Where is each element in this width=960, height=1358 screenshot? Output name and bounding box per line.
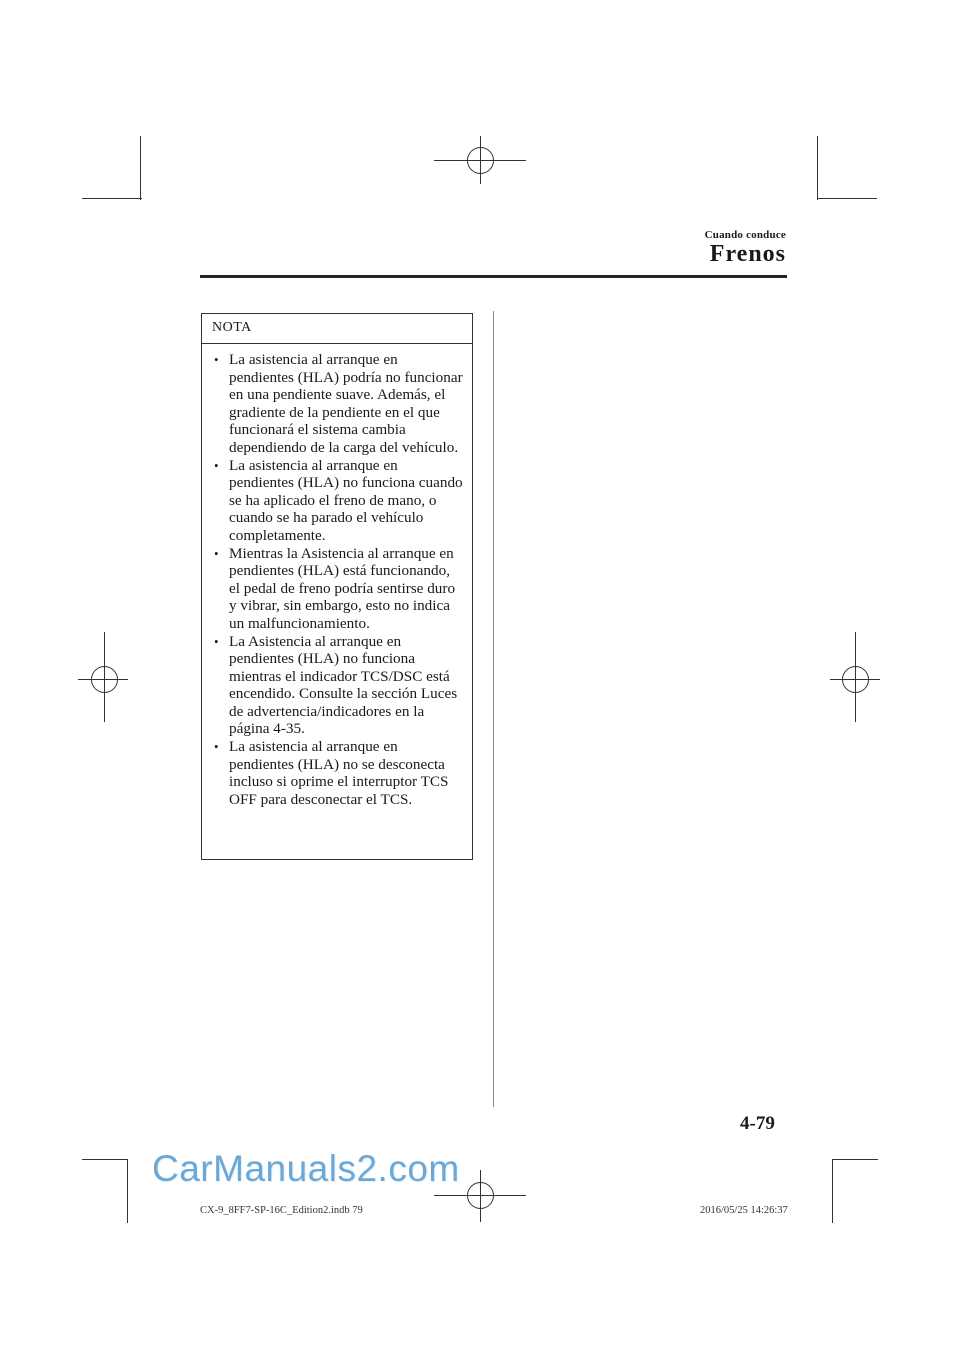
note-item xyxy=(202,738,464,808)
note-item-text: La Asistencia al arranque en pendientes (HLA) no funciona mientras el indicador TCS/DSC está encendido. Consulte la sección Luces de advertencia/indicadores en la página 4-35. xyxy=(229,632,458,738)
note-list xyxy=(202,351,464,808)
note-item-text: La asistencia al arranque en pendientes (HLA) no funciona cuando se ha aplicado el freno de mano, o cuando se ha parado el vehículo completamente. xyxy=(229,456,463,544)
column-divider xyxy=(493,311,494,1107)
note-item-text: Mientras la Asistencia al arranque en pendientes (HLA) está funcionando, el pedal de freno podría sentirse duro y vibrar, sin embargo, esto no indica un malfuncionamiento. xyxy=(229,544,456,632)
registration-circle xyxy=(467,147,494,174)
crop-mark xyxy=(817,136,818,200)
registration-circle xyxy=(91,666,118,693)
note-item-text: La asistencia al arranque en pendientes (HLA) podría no funcionar en una pendiente suave. Además, el gradiente de la pendiente en el que funcionará el sistema cambia dependiendo de la carga del vehículo. xyxy=(229,351,463,456)
bullet-icon: • xyxy=(214,457,219,473)
note-item-text: La asistencia al arranque en pendientes (HLA) no se desconecta incluso si oprime el interruptor TCS OFF para desconectar el TCS. xyxy=(229,738,449,808)
note-item xyxy=(202,545,464,633)
crop-mark xyxy=(82,198,142,199)
note-divider xyxy=(202,343,472,344)
crop-mark xyxy=(817,198,877,199)
crop-mark xyxy=(832,1159,878,1160)
note-title: NOTA xyxy=(212,320,252,335)
page-title: Frenos xyxy=(709,241,786,267)
crop-mark xyxy=(127,1159,128,1223)
registration-circle xyxy=(467,1182,494,1209)
bullet-icon: • xyxy=(214,633,219,649)
crop-mark xyxy=(82,1159,128,1160)
footer-file: CX-9_8FF7-SP-16C_Edition2.indb 79 xyxy=(200,1205,363,1216)
note-item xyxy=(202,633,464,739)
crop-mark xyxy=(140,136,141,200)
note-item xyxy=(202,351,464,457)
bullet-icon: • xyxy=(214,739,219,755)
note-box xyxy=(201,313,473,860)
footer-timestamp: 2016/05/25 14:26:37 xyxy=(700,1205,788,1216)
bullet-icon: • xyxy=(214,352,219,367)
crop-mark xyxy=(832,1159,833,1223)
watermark-link[interactable]: CarManuals2.com xyxy=(152,1148,460,1189)
header-divider xyxy=(200,275,787,278)
section-label: Cuando conduce xyxy=(704,229,786,241)
note-item xyxy=(202,457,464,545)
registration-circle xyxy=(842,666,869,693)
page-number: 4-79 xyxy=(740,1113,775,1134)
bullet-icon: • xyxy=(214,545,219,561)
